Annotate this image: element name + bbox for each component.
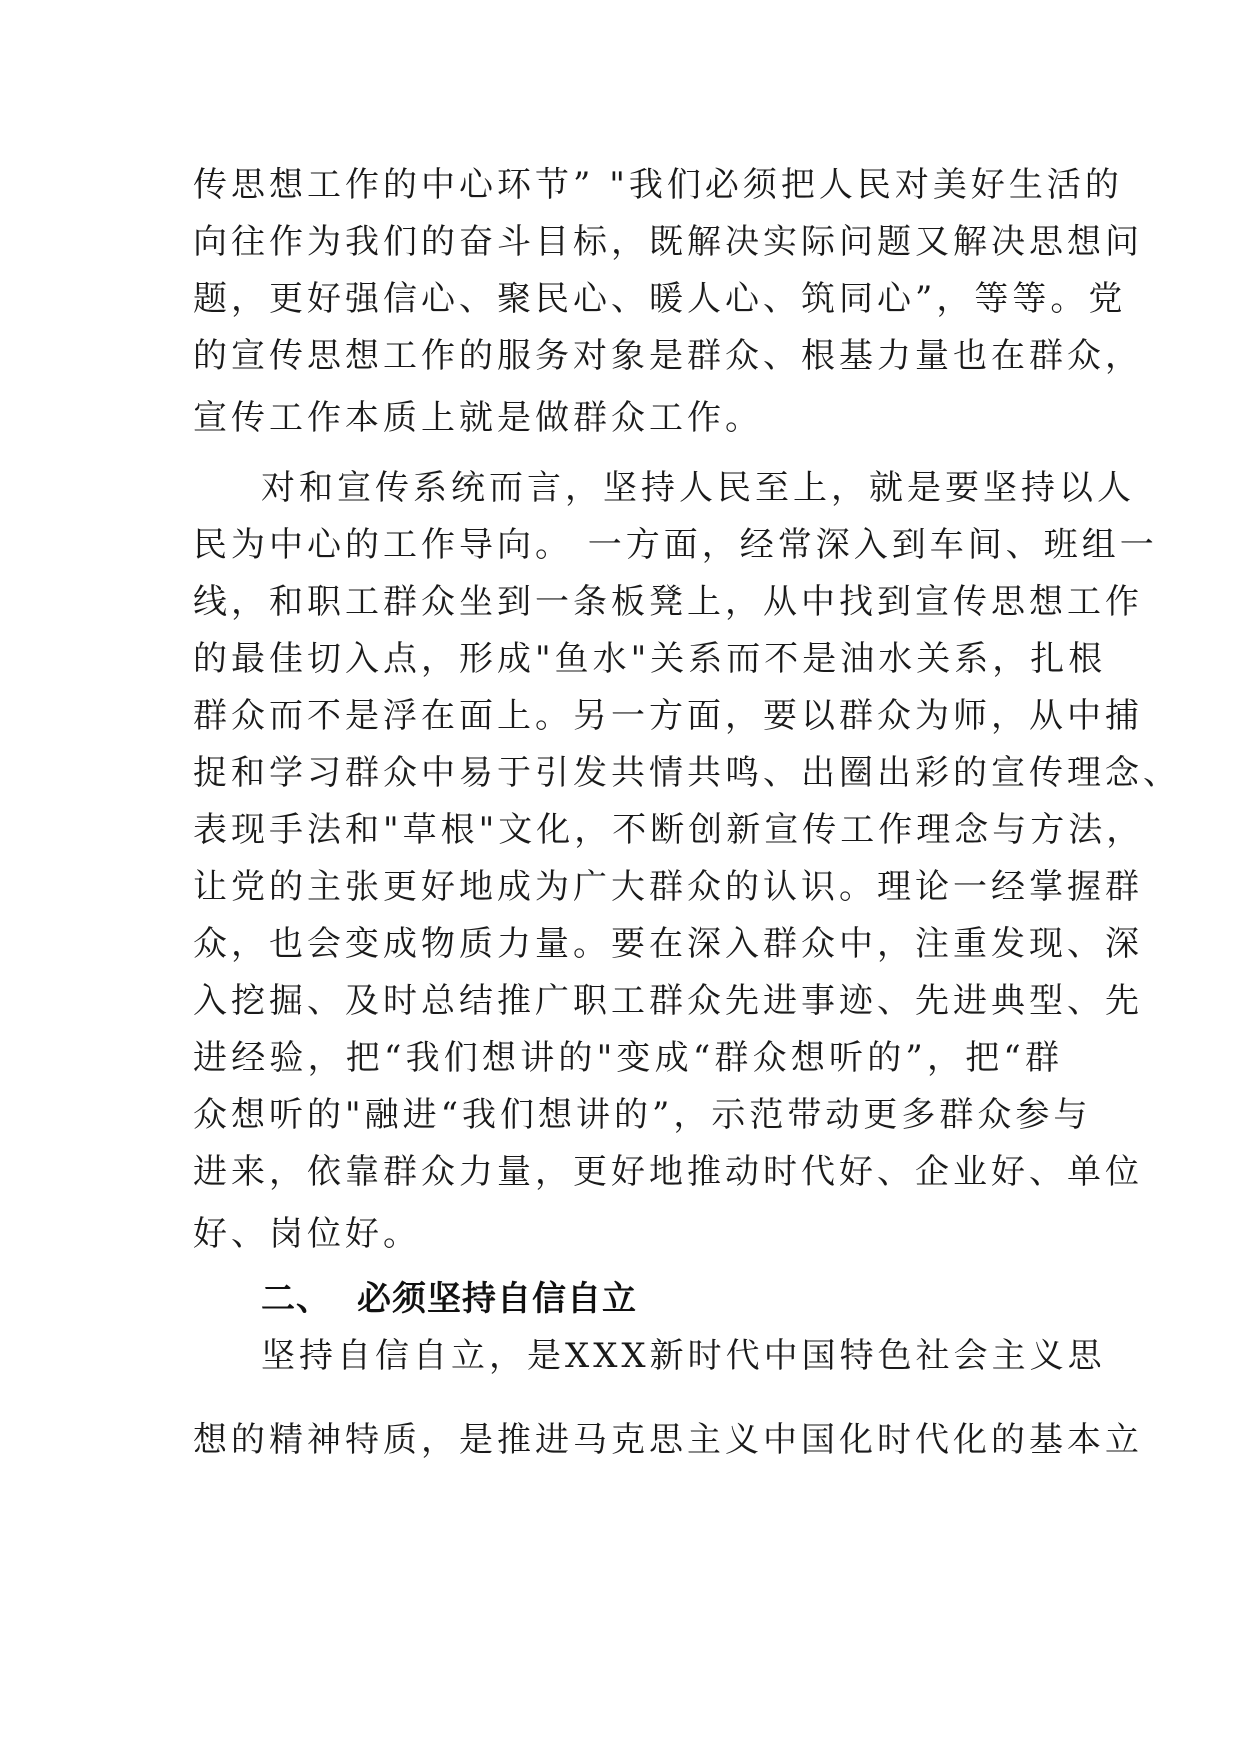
text-line: 的宣传思想工作的服务对象是群众、根基力量也在群众， — [193, 336, 1143, 376]
text-line: 群众而不是浮在面上。另一方面，要以群众为师，从中捕 — [193, 696, 1143, 736]
text-line: 线，和职工群众坐到一条板凳上，从中找到宣传思想工作 — [193, 582, 1143, 622]
text-line: 进经验，把“我们想讲的"变成“群众想听的”，把“群 — [193, 1038, 1063, 1078]
section-title: 必须坚持自信自立 — [357, 1279, 637, 1319]
text-line: 想的精神特质，是推进马克思主义中国化时代化的基本立 — [193, 1420, 1143, 1460]
text-line: 传思想工作的中心环节” "我们必须把人民对美好生活的 — [193, 165, 1123, 205]
text-line: 众，也会变成物质力量。要在深入群众中，注重发现、深 — [193, 924, 1143, 964]
text-line: 坚持自信自立，是XXX新时代中国特色社会主义思 — [261, 1336, 1106, 1376]
text-line: 让党的主张更好地成为广大群众的认识。理论一经掌握群 — [193, 867, 1143, 907]
text-line: 众想听的"融进“我们想讲的”，示范带动更多群众参与 — [193, 1095, 1092, 1135]
text-line: 好、岗位好。 — [193, 1214, 421, 1254]
text-line: 进来，依靠群众力量，更好地推动时代好、企业好、单位 — [193, 1152, 1143, 1192]
text-line: 入挖掘、及时总结推广职工群众先进事迹、先进典型、先 — [193, 981, 1143, 1021]
text-line: 捉和学习群众中易于引发共情共鸣、出圈出彩的宣传理念、 — [193, 753, 1181, 793]
text-line: 对和宣传系统而言，坚持人民至上，就是要坚持以人 — [261, 468, 1135, 508]
text-line: 向往作为我们的奋斗目标，既解决实际问题又解决思想问 — [193, 222, 1143, 262]
text-line: 民为中心的工作导向。 一方面，经常深入到车间、班组一 — [193, 525, 1158, 565]
section-heading — [261, 1277, 637, 1321]
text-line: 题，更好强信心、聚民心、暖人心、筑同心”，等等。党 — [193, 279, 1127, 319]
text-line: 的最佳切入点，形成"鱼水"关系而不是油水关系，扎根 — [193, 639, 1107, 679]
text-line: 宣传工作本质上就是做群众工作。 — [193, 398, 763, 438]
text-line: 表现手法和"草根"文化，不断创新宣传工作理念与方法， — [193, 810, 1145, 850]
section-number: 二、 — [261, 1279, 331, 1319]
